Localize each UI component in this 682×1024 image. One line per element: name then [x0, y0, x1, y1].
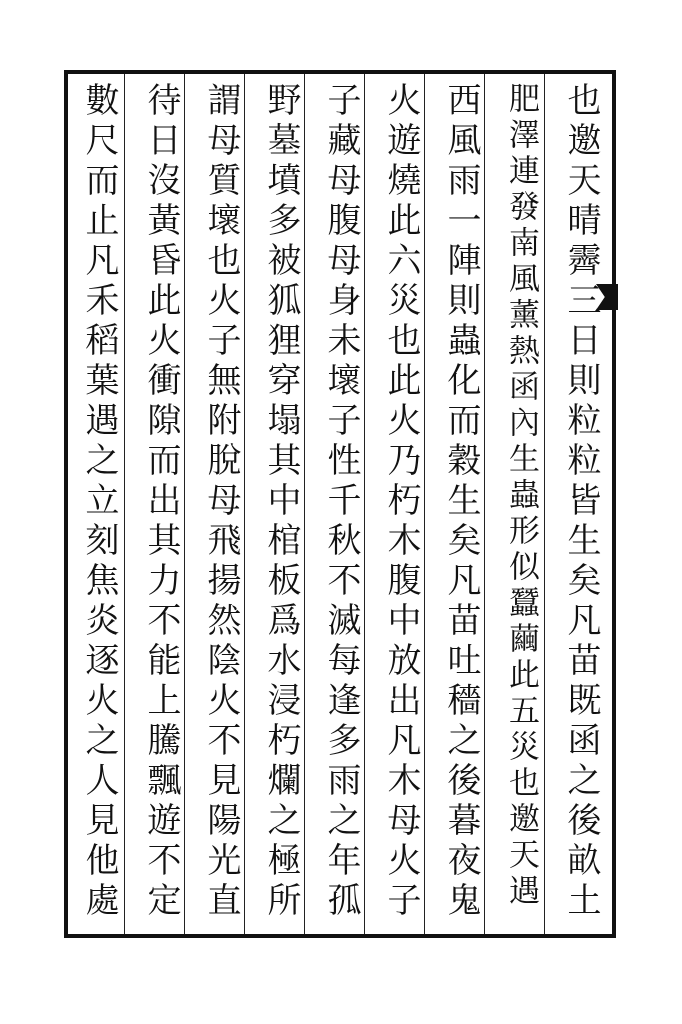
- text-column-9: 數尺而止凡禾稻葉遇之立刻焦炎逐火之人見他處: [79, 82, 119, 922]
- text-column-3: 西風雨一陣則蟲化而穀生矣凡苗吐穡之後暮夜鬼: [441, 82, 481, 922]
- text-column-8: 待日沒黃昏此火衝隙而出其力不能上騰飄遊不定: [141, 82, 181, 922]
- text-column-5: 子藏母腹母身未壞子性千秋不滅每逢多雨之年孤: [321, 82, 361, 922]
- frame-left-border: [64, 70, 68, 938]
- text-column-1: 也邀天晴霽三日則粒粒皆生矣凡苗既函之後畝土: [561, 82, 601, 922]
- text-column-6: 野墓墳多被狐狸穿塌其中棺板爲水浸朽爛之極所: [261, 82, 301, 922]
- frame-top-border: [64, 70, 616, 74]
- frame-right-border: [612, 70, 616, 938]
- text-column-2: 肥澤連發南風薰熱函內生蟲形似蠶繭此五災也邀天遇: [503, 82, 539, 910]
- frame-bottom-border: [64, 934, 616, 938]
- text-column-7: 謂母質壞也火子無附脫母飛揚然陰火不見陽光直: [201, 82, 241, 922]
- text-column-4: 火遊燒此六災也此火乃朽木腹中放出凡木母火子: [381, 82, 421, 922]
